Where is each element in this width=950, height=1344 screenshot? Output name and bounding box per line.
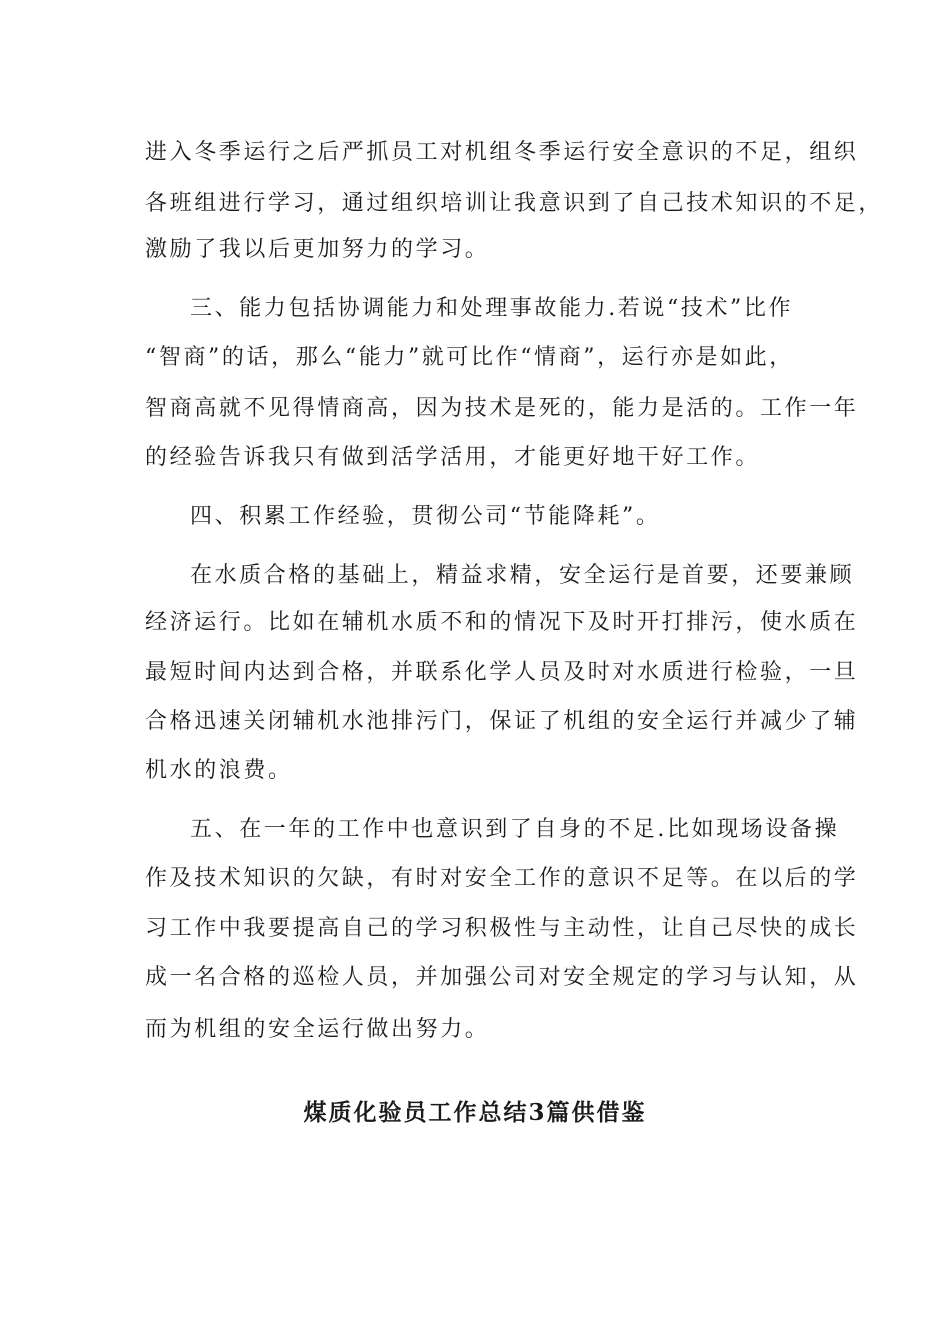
paragraph-4-line-4: 合格迅速关闭辅机水池排污门，保证了机组的安全运行并减少了辅 <box>145 709 859 734</box>
paragraph-2-line-2: “智商”的话，那么“能力”就可比作“情商”，运行亦是如此， <box>145 345 794 370</box>
paragraph-2-line-3: 智商高就不见得情商高，因为技术是死的，能力是活的。工作一年 <box>145 396 859 421</box>
document-heading: 煤质化验员工作总结3篇供借鉴 <box>303 1099 647 1126</box>
paragraph-2-line-1: 三、能力包括协调能力和处理事故能力.若说“技术”比作 <box>190 296 794 321</box>
paragraph-5-line-1: 五、在一年的工作中也意识到了自身的不足.比如现场设备操 <box>190 817 840 842</box>
paragraph-5-line-2: 作及技术知识的欠缺，有时对安全工作的意识不足等。在以后的学 <box>145 866 859 891</box>
paragraph-5-line-3: 习工作中我要提高自己的学习积极性与主动性，让自己尽快的成长 <box>145 916 859 941</box>
paragraph-4-line-1: 在水质合格的基础上，精益求精，安全运行是首要，还要兼顾 <box>190 563 855 588</box>
paragraph-5-line-4: 成一名合格的巡检人员，并加强公司对安全规定的学习与认知，从 <box>145 965 859 990</box>
paragraph-3-line-1: 四、积累工作经验，贯彻公司“节能降耗”。 <box>190 504 661 529</box>
paragraph-4-line-3: 最短时间内达到合格，并联系化学人员及时对水质进行检验，一旦 <box>145 660 859 685</box>
paragraph-2-line-4: 的经验告诉我只有做到活学活用，才能更好地干好工作。 <box>145 445 761 470</box>
paragraph-1-line-2: 各班组进行学习，通过组织培训让我意识到了自己技术知识的不足， <box>145 191 884 216</box>
paragraph-4-line-2: 经济运行。比如在辅机水质不和的情况下及时开打排污，使水质在 <box>145 610 859 635</box>
paragraph-4-line-5: 机水的浪费。 <box>145 758 293 783</box>
paragraph-1-line-3: 激励了我以后更加努力的学习。 <box>145 237 490 262</box>
paragraph-5-line-5: 而为机组的安全运行做出努力。 <box>145 1017 490 1042</box>
paragraph-1-line-1: 进入冬季运行之后严抓员工对机组冬季运行安全意识的不足，组织 <box>145 140 859 165</box>
